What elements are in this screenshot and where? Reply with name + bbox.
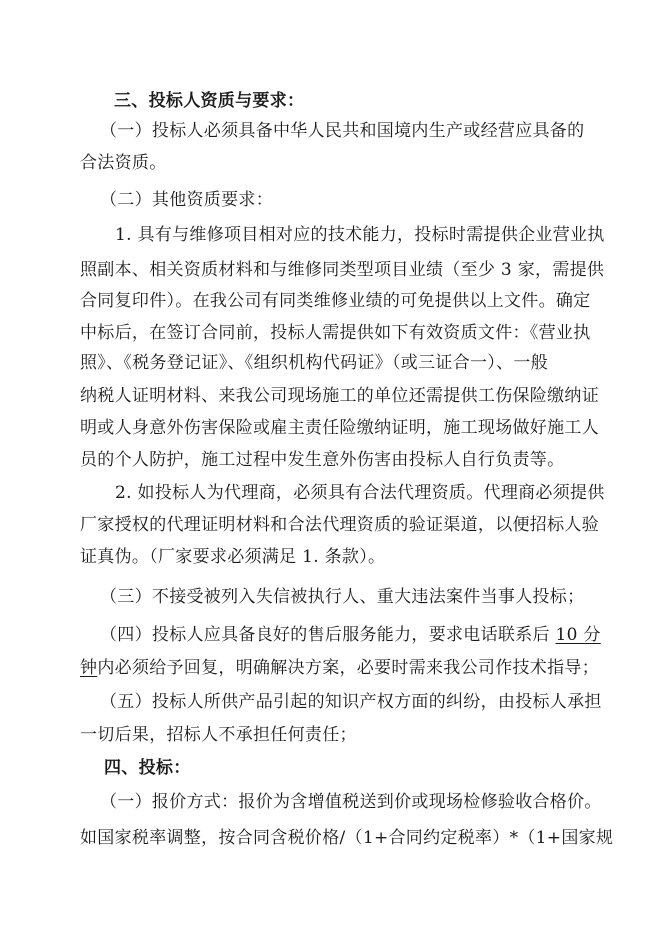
- paragraph-line: （五）投标人所供产品引起的知识产权方面的纠纷，由投标人承担: [100, 692, 602, 712]
- section-heading-qualifications: 三、投标人资质与要求：: [114, 91, 305, 111]
- paragraph-line: 照》、《税务登记证》、《组织机构代码证》（或三证合一）、一般: [80, 353, 548, 373]
- subsection-title-other-requirements: （二）其他资质要求：: [100, 190, 273, 210]
- paragraph-line: （一）报价方式：报价为含增值税送到价或现场检修验收合格价。: [100, 792, 602, 812]
- paragraph-line: （一）投标人必须具备中华人民共和国境内生产或经营应具备的: [100, 121, 585, 141]
- paragraph-line: 员的个人防护，施工过程中发生意外伤害由投标人自行负责等。: [80, 450, 565, 470]
- paragraph-line: 2. 如投标人为代理商，必须具有合法代理资质。代理商必须提供: [115, 483, 605, 503]
- paragraph-line: 照副本、相关资质材料和与维修同类型项目业绩（至少 3 家，需提供: [80, 260, 605, 280]
- underlined-text: 10 分: [555, 625, 601, 645]
- paragraph-line: 明或人身意外伤害保险或雇主责任险缴纳证明，施工现场做好施工人: [80, 418, 599, 438]
- section-heading-bidding: 四、投标：: [104, 758, 191, 778]
- paragraph-line: 厂家授权的代理证明材料和合法代理资质的验证渠道，以便招标人验: [80, 515, 599, 535]
- paragraph-line: 合法资质。: [80, 153, 167, 173]
- paragraph-line: 合同复印件）。在我公司有同类维修业绩的可免提供以上文件。确定: [80, 291, 591, 311]
- paragraph-line: 纳税人证明材料、来我公司现场施工的单位还需提供工伤保险缴纳证: [80, 386, 599, 406]
- text-run: 内必须给予回复，明确解决方案，必要时需来我公司作技术指导；: [97, 658, 600, 678]
- paragraph-line: 1. 具有与维修项目相对应的技术能力，投标时需提供企业营业执: [115, 225, 605, 245]
- paragraph-line: [100, 624, 605, 646]
- paragraph-line: 证真伪。（厂家要求必须满足 1. 条款）。: [80, 547, 386, 567]
- paragraph-line: 中标后，在签订合同前，投标人需提供如下有效资质文件：《营业执: [80, 323, 591, 343]
- underlined-text: 钟: [80, 658, 98, 678]
- paragraph-line: [80, 657, 600, 679]
- text-run: （四）投标人应具备良好的售后服务能力，要求电话联系后: [100, 625, 556, 645]
- paragraph-line: （三）不接受被列入失信被执行人、重大违法案件当事人投标；: [100, 587, 585, 607]
- paragraph-line: 一切后果，招标人不承担任何责任；: [80, 725, 357, 745]
- paragraph-line: 如国家税率调整，按合同含税价格/（1+合同约定税率）*（1+国家规: [80, 828, 614, 848]
